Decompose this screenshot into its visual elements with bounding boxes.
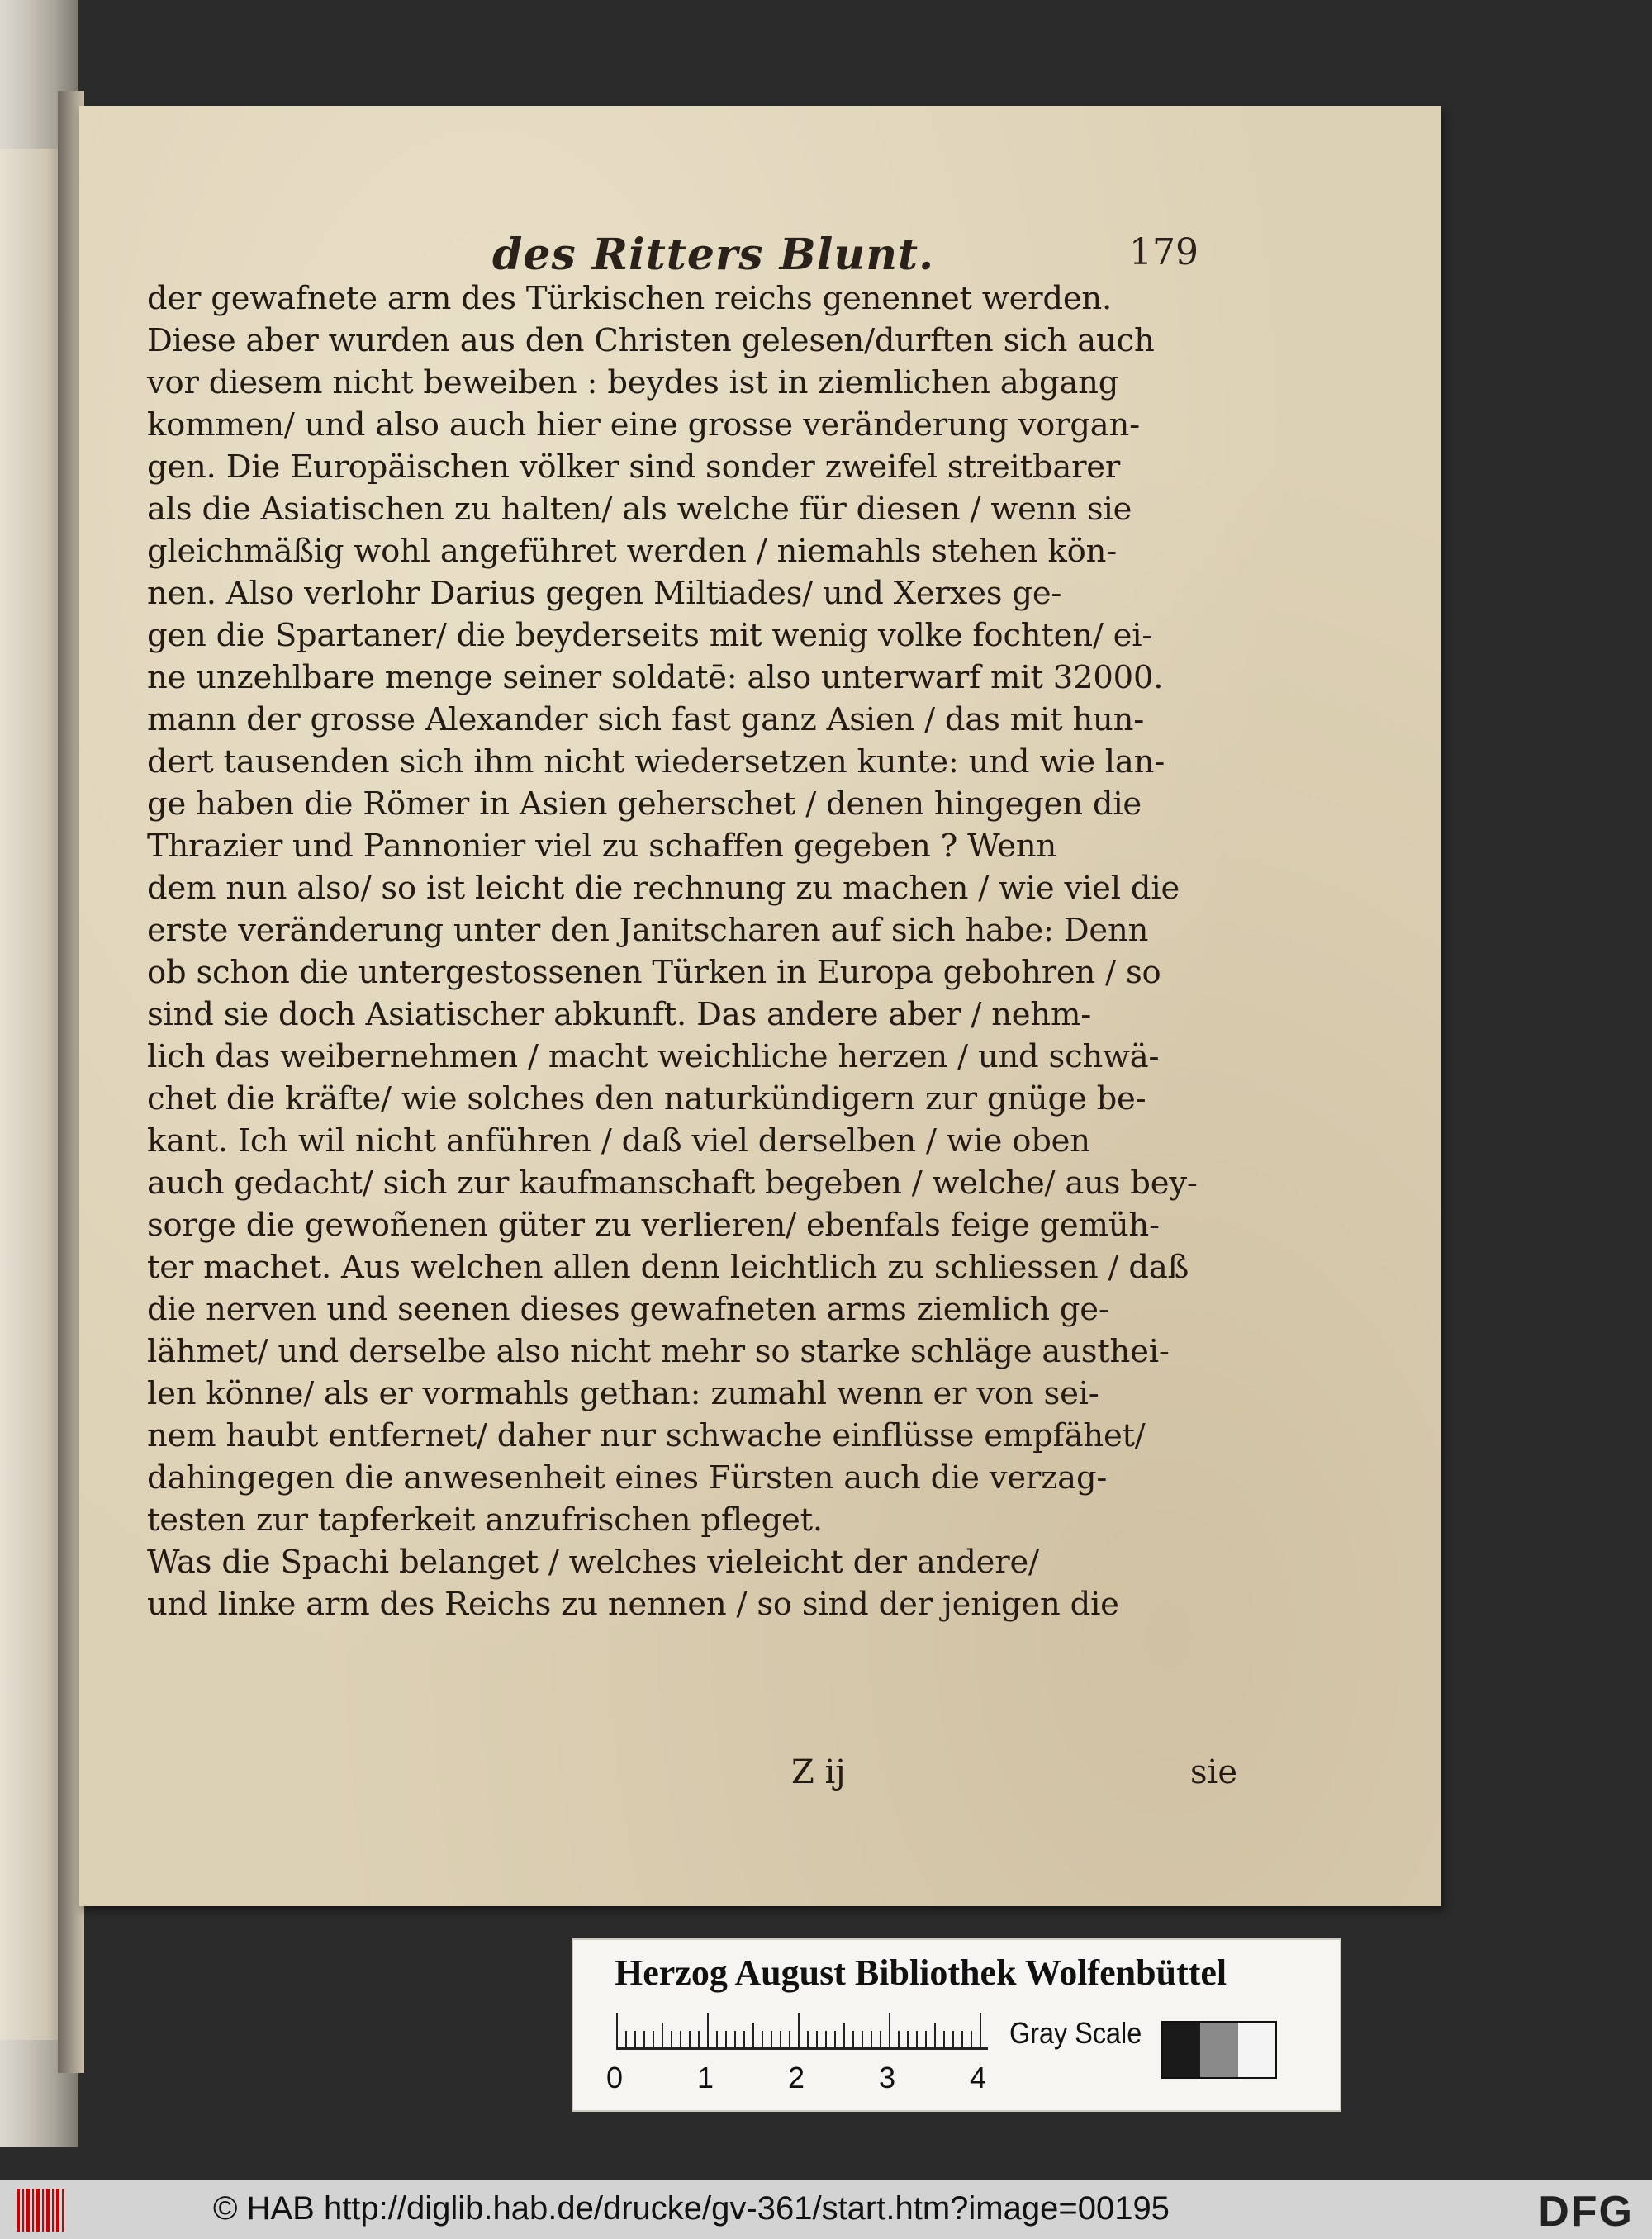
gray-swatch: [1200, 2023, 1237, 2077]
ruler-tick: [698, 2031, 700, 2047]
ruler-tick: [625, 2031, 627, 2047]
copyright-link[interactable]: © HAB http://diglib.hab.de/drucke/gv-361/start.htm?image=00195: [213, 2190, 1170, 2227]
text-line: und linke arm des Reichs zu nennen / so sind der jenigen die: [147, 1586, 1119, 1623]
ruler-tick: [743, 2031, 745, 2047]
ruler-tick: [971, 2031, 972, 2047]
text-line: lich das weibernehmen / macht weichliche herzen / und schwä-: [147, 1038, 1160, 1075]
text-line: dem nun also/ so ist leicht die rechnung zu machen / wie viel die: [147, 870, 1180, 907]
gray-swatch: [1163, 2023, 1200, 2077]
scale-ruler: [616, 2011, 988, 2050]
text-line: dert tausenden sich ihm nicht wiedersetzen kunte: und wie lan-: [147, 743, 1165, 780]
text-line: ob schon die untergestossenen Türken in Europa gebohren / so: [147, 954, 1161, 991]
ruler-tick: [716, 2031, 718, 2047]
ruler-tick: [752, 2023, 754, 2047]
text-line: auch gedacht/ sich zur kaufmanschaft begeben / welche/ aus bey-: [147, 1165, 1198, 1202]
ruler-tick: [680, 2031, 681, 2047]
running-head: des Ritters Blunt.: [492, 230, 935, 280]
ruler-tick: [907, 2031, 909, 2047]
ruler-tick: [671, 2031, 672, 2047]
text-line: der gewafnete arm des Türkischen reichs genennet werden.: [147, 280, 1113, 317]
ruler-tick: [789, 2031, 790, 2047]
ruler-tick: [807, 2031, 809, 2047]
text-line: kommen/ und also auch hier eine grosse veränderung vorgan-: [147, 406, 1140, 444]
ruler-tick: [780, 2031, 781, 2047]
text-line: testen zur tapferkeit anzufrischen pfleget.: [147, 1501, 823, 1539]
ruler-tick: [725, 2031, 727, 2047]
text-line: gleichmäßig wohl angeführet werden / niemahls stehen kön-: [147, 533, 1117, 570]
ruler-tick: [662, 2023, 663, 2047]
text-line: len könne/ als er vormahls gethan: zumahl wenn er von sei-: [147, 1375, 1099, 1412]
ruler-tick: [898, 2031, 900, 2047]
book-page: [79, 106, 1441, 1906]
facing-page-edge: [0, 149, 59, 2040]
ruler-tick: [616, 2013, 618, 2047]
ruler-tick: [816, 2031, 818, 2047]
text-line: Diese aber wurden aus den Christen gelesen/durften sich auch: [147, 322, 1155, 359]
gray-swatch: [1238, 2023, 1275, 2077]
ruler-tick: [825, 2031, 827, 2047]
ruler-tick: [834, 2031, 836, 2047]
text-line: erste veränderung unter den Janitscharen auf sich habe: Denn: [147, 912, 1149, 949]
ruler-tick: [643, 2031, 645, 2047]
ruler-tick: [634, 2031, 636, 2047]
ruler-tick: [843, 2023, 845, 2047]
ruler-number: 2: [788, 2061, 805, 2094]
gray-scale-swatches: [1161, 2021, 1277, 2079]
text-line: die nerven und seenen dieses gewafneten arms ziemlich ge-: [147, 1291, 1109, 1328]
ruler-tick: [880, 2031, 881, 2047]
text-line: als die Asiatischen zu halten/ als welche für diesen / wenn sie: [147, 491, 1132, 528]
dfg-logo: DFG: [1538, 2188, 1634, 2236]
ruler-tick: [943, 2031, 945, 2047]
viewer-footer: [0, 2180, 1652, 2239]
page-footer-line: [147, 1753, 1237, 1796]
ruler-number: 1: [697, 2061, 714, 2094]
text-line: Thrazier und Pannonier viel zu schaffen gegeben ? Wenn: [147, 828, 1057, 865]
body-text: [147, 278, 1221, 1625]
ruler-tick: [734, 2031, 736, 2047]
text-line: nen. Also verlohr Darius gegen Miltiades/ und Xerxes ge-: [147, 575, 1062, 612]
ruler-number: 4: [970, 2061, 987, 2094]
gray-scale-label: Gray Scale: [1009, 2016, 1142, 2050]
text-line: nem haubt entfernet/ daher nur schwache einflüsse empfähet/: [147, 1417, 1146, 1454]
ruler-tick: [889, 2013, 890, 2047]
ruler-numbers: [606, 2061, 1019, 2094]
ruler-tick: [798, 2013, 800, 2047]
text-line: Was die Spachi belanget / welches vieleicht der andere/: [147, 1544, 1039, 1581]
text-line: mann der grosse Alexander sich fast ganz Asien / das mit hun-: [147, 701, 1145, 738]
ruler-tick: [862, 2031, 863, 2047]
text-line: sorge die gewoñenen güter zu verlieren/ ebenfals feige gemüh-: [147, 1207, 1160, 1244]
text-line: sind sie doch Asiatischer abkunft. Das andere aber / nehm-: [147, 996, 1092, 1033]
text-line: lähmet/ und derselbe also nicht mehr so starke schläge austhei-: [147, 1333, 1170, 1370]
ruler-tick: [762, 2031, 763, 2047]
page-number: 179: [1129, 231, 1199, 273]
ruler-tick: [952, 2031, 954, 2047]
text-line: kant. Ich wil nicht anführen / daß viel derselben / wie oben: [147, 1122, 1090, 1160]
text-line: ter machet. Aus welchen allen denn leichtlich zu schliessen / daß: [147, 1249, 1189, 1286]
ruler-tick: [916, 2031, 918, 2047]
ruler-tick: [771, 2031, 772, 2047]
text-line: gen die Spartaner/ die beyderseits mit wenig volke fochten/ ei-: [147, 617, 1153, 654]
ruler-tick: [689, 2031, 691, 2047]
ruler-tick: [707, 2013, 709, 2047]
color-reference-card: [572, 1938, 1341, 2112]
ruler-tick: [852, 2031, 854, 2047]
text-line: chet die kräfte/ wie solches den naturkündigern zur gnüge be-: [147, 1080, 1146, 1117]
ruler-tick: [934, 2023, 936, 2047]
ruler-tick: [871, 2031, 872, 2047]
ruler-tick: [961, 2031, 963, 2047]
text-line: ne unzehlbare menge seiner soldatē: also unterwarf mit 32000.: [147, 659, 1164, 696]
ruler-tick: [925, 2031, 927, 2047]
hab-logo-icon: [17, 2189, 64, 2232]
text-line: vor diesem nicht beweiben : beydes ist in ziemlichen abgang: [147, 364, 1119, 401]
text-line: ge haben die Römer in Asien geherschet / denen hingegen die: [147, 785, 1142, 823]
ruler-tick: [653, 2031, 654, 2047]
text-line: dahingegen die anwesenheit eines Fürsten auch die verzag-: [147, 1459, 1108, 1497]
ruler-tick: [980, 2013, 981, 2047]
text-line: gen. Die Europäischen völker sind sonder zweifel streitbarer: [147, 448, 1121, 486]
ruler-number: 3: [879, 2061, 896, 2094]
signature-mark: Z ij: [791, 1753, 846, 1791]
card-title: Herzog August Bibliothek Wolfenbüttel: [615, 1952, 1227, 1993]
ruler-number: 0: [606, 2061, 624, 2094]
catchword: sie: [1190, 1753, 1237, 1791]
